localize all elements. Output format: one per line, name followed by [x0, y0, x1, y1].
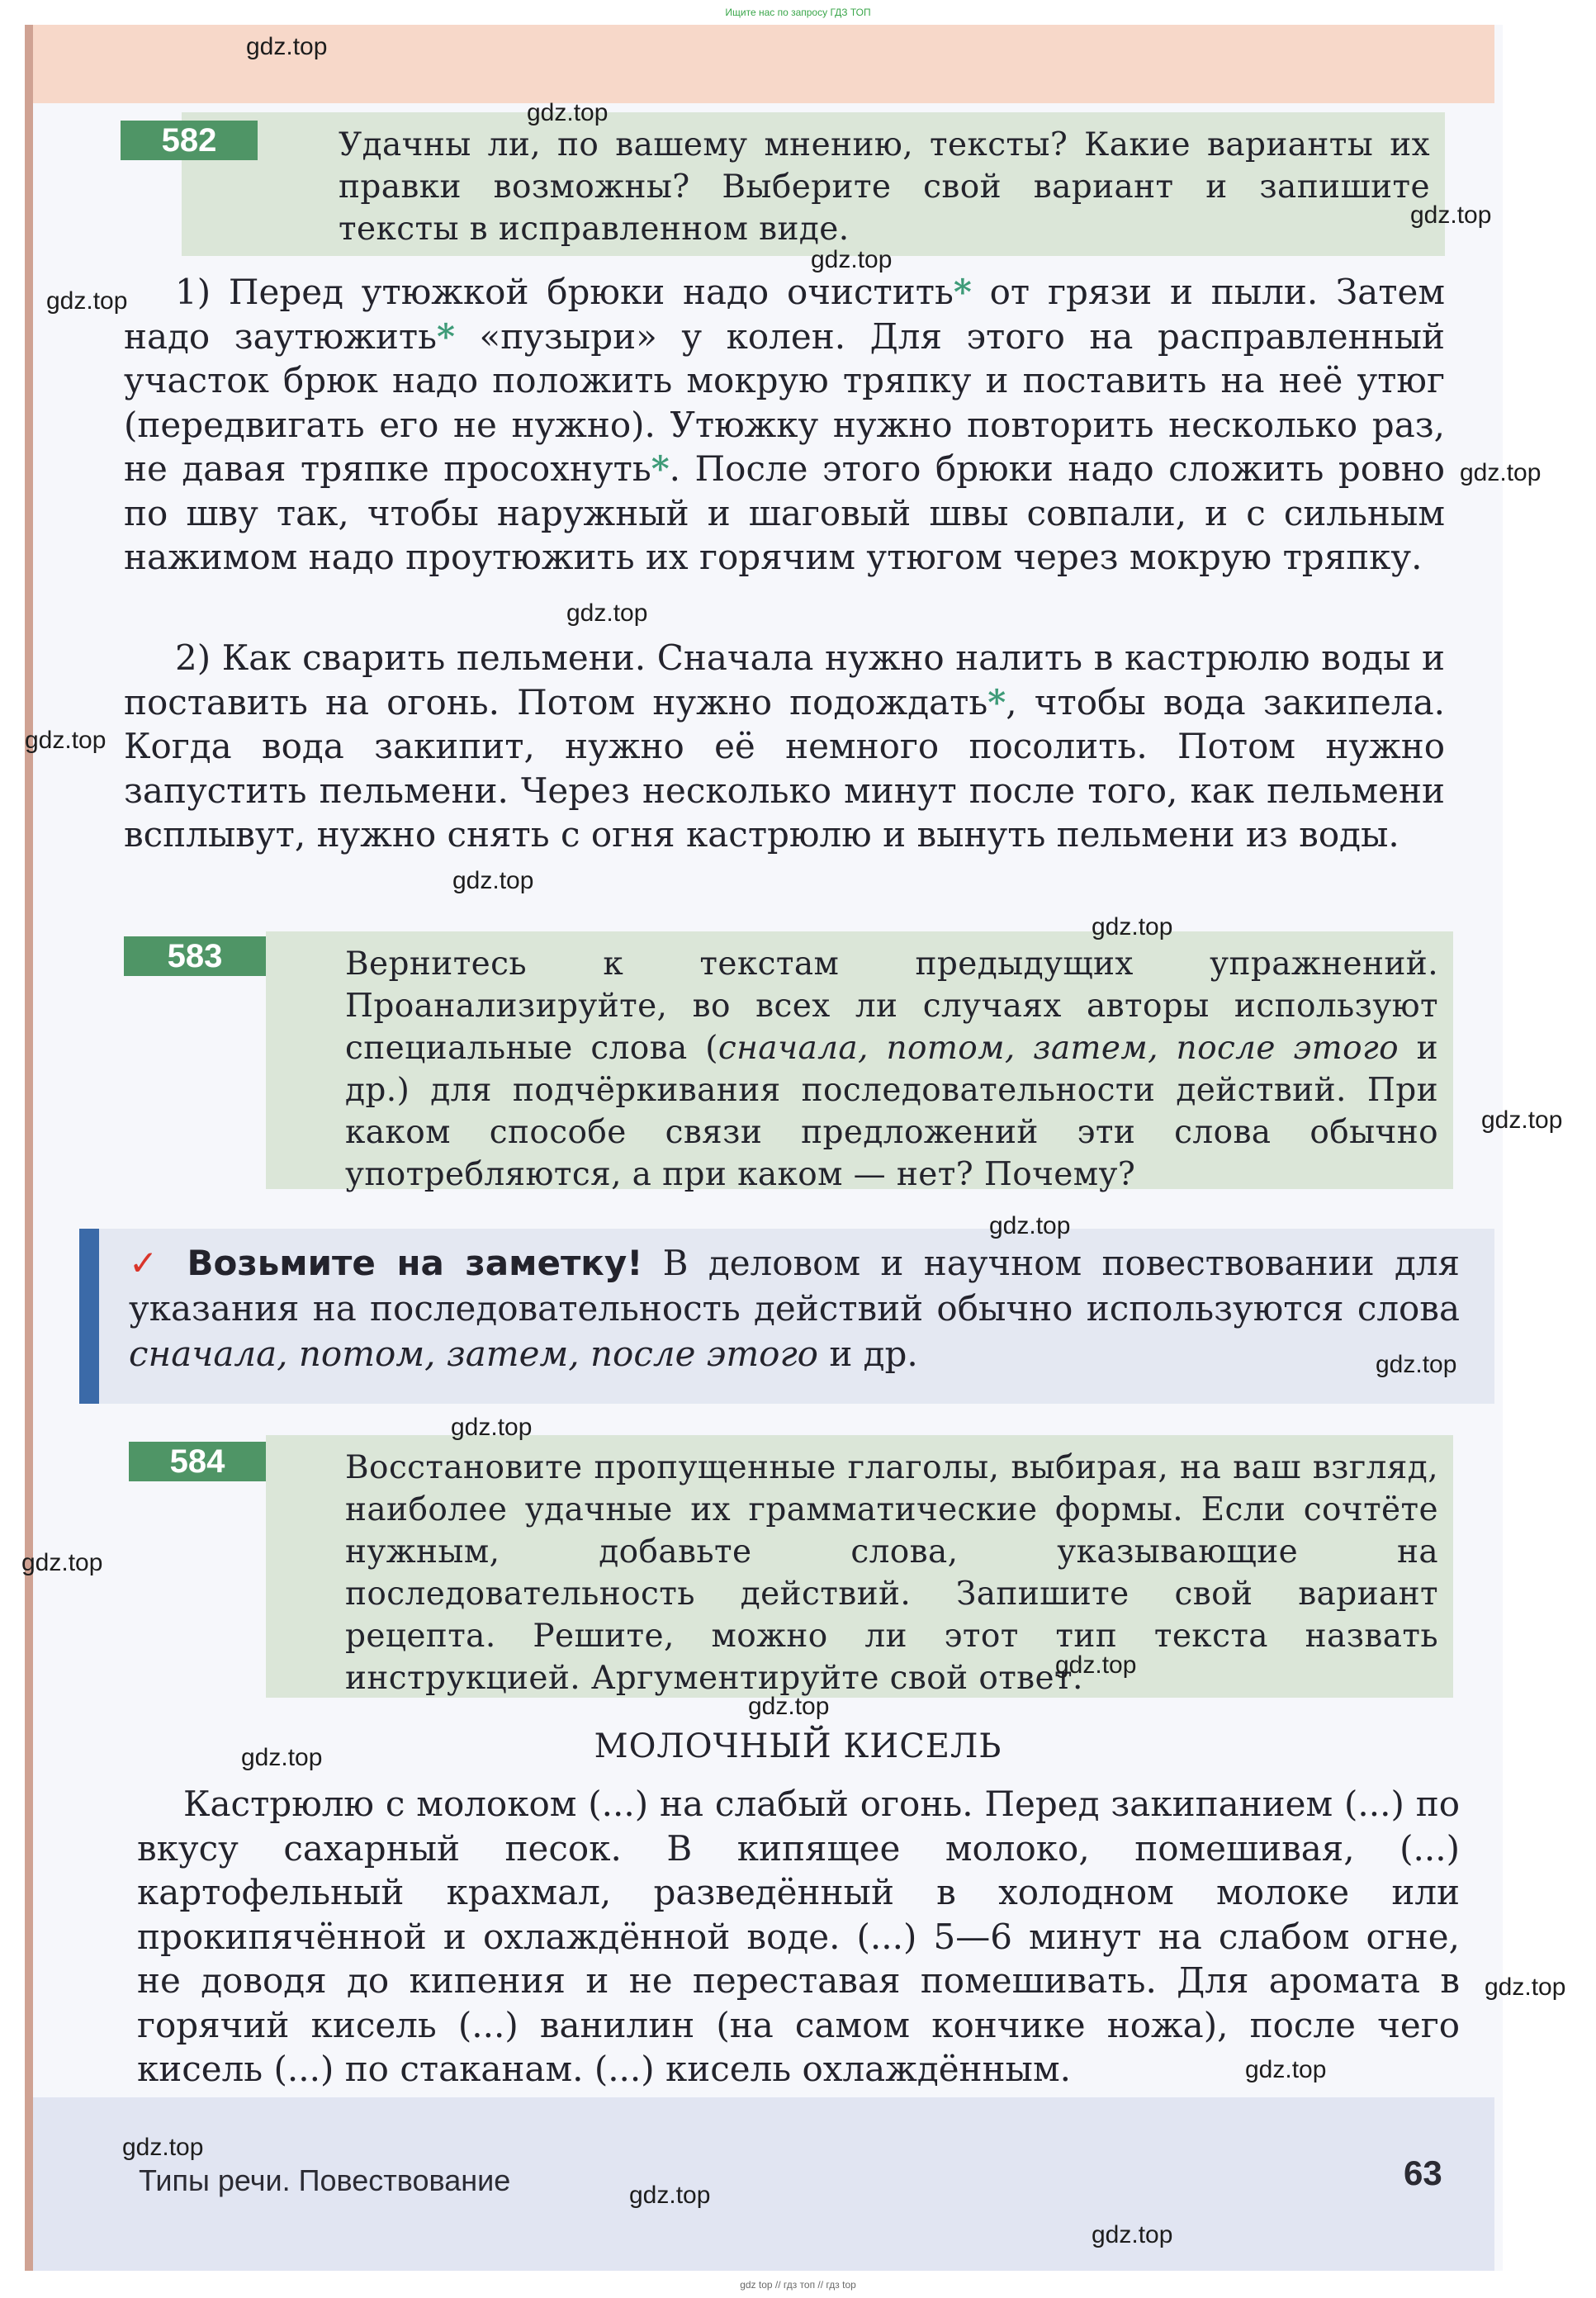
watermark: gdz.top	[629, 2182, 711, 2209]
note-text: ✓ Возьмите на заметку! В деловом и научном повествовании для указания на последовательность действий обычно используются слова сначала, потом, затем, после этого и др.	[129, 1243, 1460, 1374]
watermark: gdz.top	[1092, 2221, 1173, 2248]
watermark: gdz.top	[1410, 201, 1492, 229]
watermark: gdz.top	[989, 1212, 1071, 1239]
exercise-582-task	[182, 112, 1445, 256]
exercise-582-text-1: 1) Перед утюжкой брюки надо очистить* от грязи и пыли. Затем надо заутюжить* «пузыри» у колен. Для этого на расправленный участок брюк надо положить мокрую тряпку и поставить на неё утюг (передвигать его не нужно). Утюжку нужно повторить несколько раз, не давая тряпке просохнуть*. После этого брюки надо сложить ровно по шву так, чтобы наружный и шаговый швы совпали, и с сильным нажимом надо проутюжить их горячим утюгом через мокрую тряпку.	[124, 272, 1445, 577]
exercise-582-task-text: Удачны ли, по вашему мнению, тексты? Какие варианты их правки возможны? Выберите свой вариант и запишите тексты в исправленном виде.	[339, 126, 1430, 248]
exercise-584-task-text: Восстановите пропущенные глаголы, выбирая, на ваш взгляд, наиболее удачные их грамматические формы. Если сочтёте нужным, добавьте слова, указывающие на последовательность действий. Запишите свой вариант рецепта. Решите, можно ли этот тип текста назвать инструкцией. Аргументируйте свой ответ.	[345, 1449, 1438, 1697]
exercise-583-task-text: Вернитесь к текстам предыдущих упражнений. Проанализируйте, во всех ли случаях авторы используют специальные слова (сначала, потом, затем, после этого и др.) для подчёркивания последовательности действий. При каком способе связи предложений эти слова обычно употребляются, а при каком — нет? Почему?	[345, 945, 1438, 1193]
watermark: gdz.top	[527, 99, 609, 126]
watermark: gdz.top	[25, 727, 107, 754]
watermark: gdz.top	[1481, 1106, 1563, 1134]
watermark: gdz.top	[21, 1549, 103, 1576]
recipe-title: МОЛОЧНЫЙ КИСЕЛЬ	[594, 1727, 1002, 1765]
asterisk-mark: *	[987, 681, 1006, 723]
note-accent-bar	[79, 1229, 99, 1404]
watermark: gdz.top	[451, 1414, 533, 1441]
watermark: gdz.top	[241, 1744, 323, 1771]
watermark: gdz.top	[46, 287, 128, 315]
asterisk-mark: *	[651, 448, 670, 489]
watermark: gdz.top	[811, 246, 893, 273]
watermark: gdz.top	[1055, 1651, 1137, 1679]
checkmark-icon: ✓	[129, 1243, 168, 1283]
watermark: gdz.top	[122, 2134, 204, 2161]
watermark: gdz.top	[246, 33, 328, 60]
exercise-583-task	[266, 931, 1453, 1193]
exercise-584-task	[266, 1435, 1453, 1698]
watermark: gdz.top	[452, 867, 534, 894]
asterisk-mark: *	[953, 272, 972, 312]
exercise-584-number: 584	[129, 1442, 266, 1481]
watermark: gdz.top	[566, 599, 648, 627]
exercise-582-number: 582	[121, 121, 258, 160]
recipe-text: Кастрюлю с молоком (...) на слабый огонь. Перед закипанием (...) по вкусу сахарный песок. В кипящее молоко, помешивая, (...) картофельный крахмал, разведённый в холодном молоке или прокипячённой и охлаждённой воде. (...) 5—6 минут на слабом огне, не доводя до кипения и не переставая помешивать. Для аромата в горячий кисель (...) ванилин (на самом кончике ножа), после чего кисель (...) по стаканам. (...) кисель охлаждённым.	[137, 1784, 1460, 2089]
note-heading: Возьмите на заметку!	[187, 1243, 643, 1283]
watermark: gdz.top	[1376, 1351, 1457, 1378]
watermark: gdz.top	[748, 1693, 830, 1720]
footer-section-title: Типы речи. Повествование	[139, 2163, 511, 2197]
page-number: 63	[1404, 2153, 1442, 2192]
exercise-582-text-2: 2) Как сварить пельмени. Сначала нужно налить в кастрюлю воды и поставить на огонь. Потом нужно подождать*, чтобы вода закипела. Когда вода закипит, нужно её немного посолить. Потом нужно запустить пельмени. Через несколько минут после того, как пельмени всплывут, нужно снять с огня кастрюлю и вынуть пельмени из воды.	[124, 637, 1445, 855]
bottom-banner: gdz top // гдз топ // гдз top	[740, 2279, 856, 2291]
watermark: gdz.top	[1460, 459, 1542, 486]
watermark: gdz.top	[1485, 1973, 1566, 2001]
asterisk-mark: *	[436, 315, 455, 357]
watermark: gdz.top	[1092, 913, 1173, 941]
exercise-583-number: 583	[124, 936, 266, 976]
top-banner: Ищите нас по запросу ГДЗ ТОП	[725, 7, 871, 18]
page-edge	[25, 25, 33, 2271]
watermark: gdz.top	[1245, 2056, 1327, 2083]
